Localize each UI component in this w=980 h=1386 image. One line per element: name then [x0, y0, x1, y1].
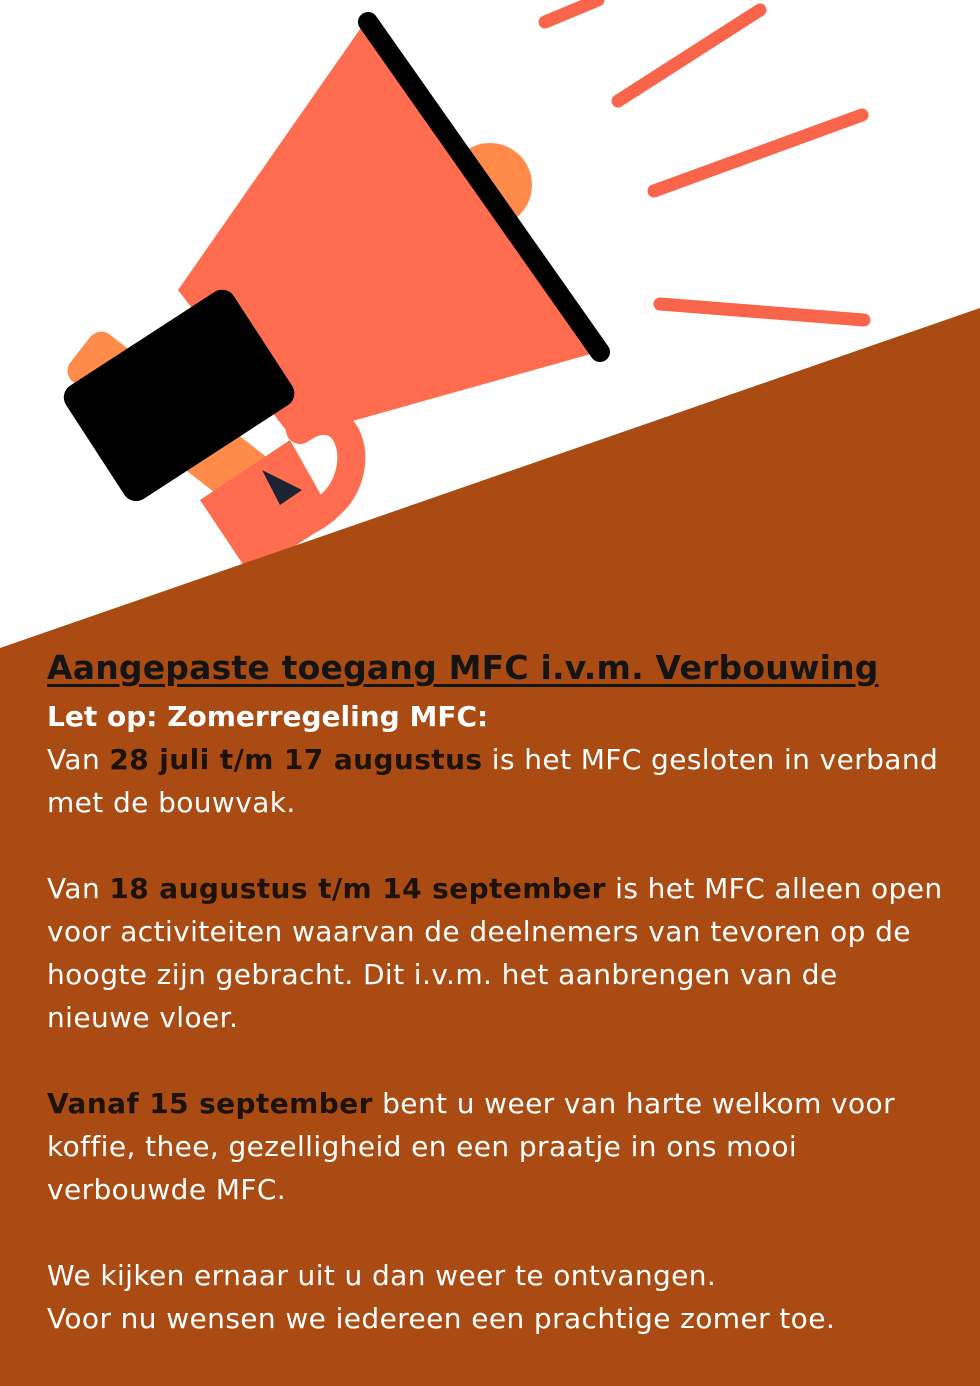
- closing-line-2: Voor nu wensen we iedereen een prachtige zomer toe.: [47, 1302, 836, 1335]
- paragraph-limited-opening: [47, 867, 947, 1039]
- page-title: Aangepaste toegang MFC i.v.m. Verbouwing: [47, 648, 879, 687]
- paragraph-reopening: [47, 1082, 947, 1211]
- closed-dates: 28 juli t/m 17 augustus: [109, 743, 483, 776]
- paragraph1-prefix: Van: [47, 743, 110, 776]
- paragraph1-suffix: is het MFC gesloten in verband met de bouwvak.: [47, 743, 939, 819]
- paragraph2-prefix: Van: [47, 872, 110, 905]
- reopen-date: Vanaf 15 september: [47, 1087, 373, 1120]
- paragraph3-suffix: bent u weer van harte welkom voor koffie, thee, gezelligheid en een praatje in ons mooi verbouwde MFC.: [47, 1087, 896, 1206]
- closing-line-1: We kijken ernaar uit u dan weer te ontvangen.: [47, 1259, 717, 1292]
- subtitle: Let op: Zomerregeling MFC:: [47, 700, 489, 733]
- limited-dates: 18 augustus t/m 14 september: [109, 872, 606, 905]
- paragraph-closed-period: [47, 738, 947, 824]
- sound-lines-icon: [545, 0, 864, 320]
- paragraph2-suffix: is het MFC alleen open voor activiteiten waarvan de deelnemers van tevoren op de hoogte zijn gebracht. Dit i.v.m. het aanbrengen van de nieuwe vloer.: [47, 872, 943, 1034]
- announcement-text: [47, 648, 947, 1340]
